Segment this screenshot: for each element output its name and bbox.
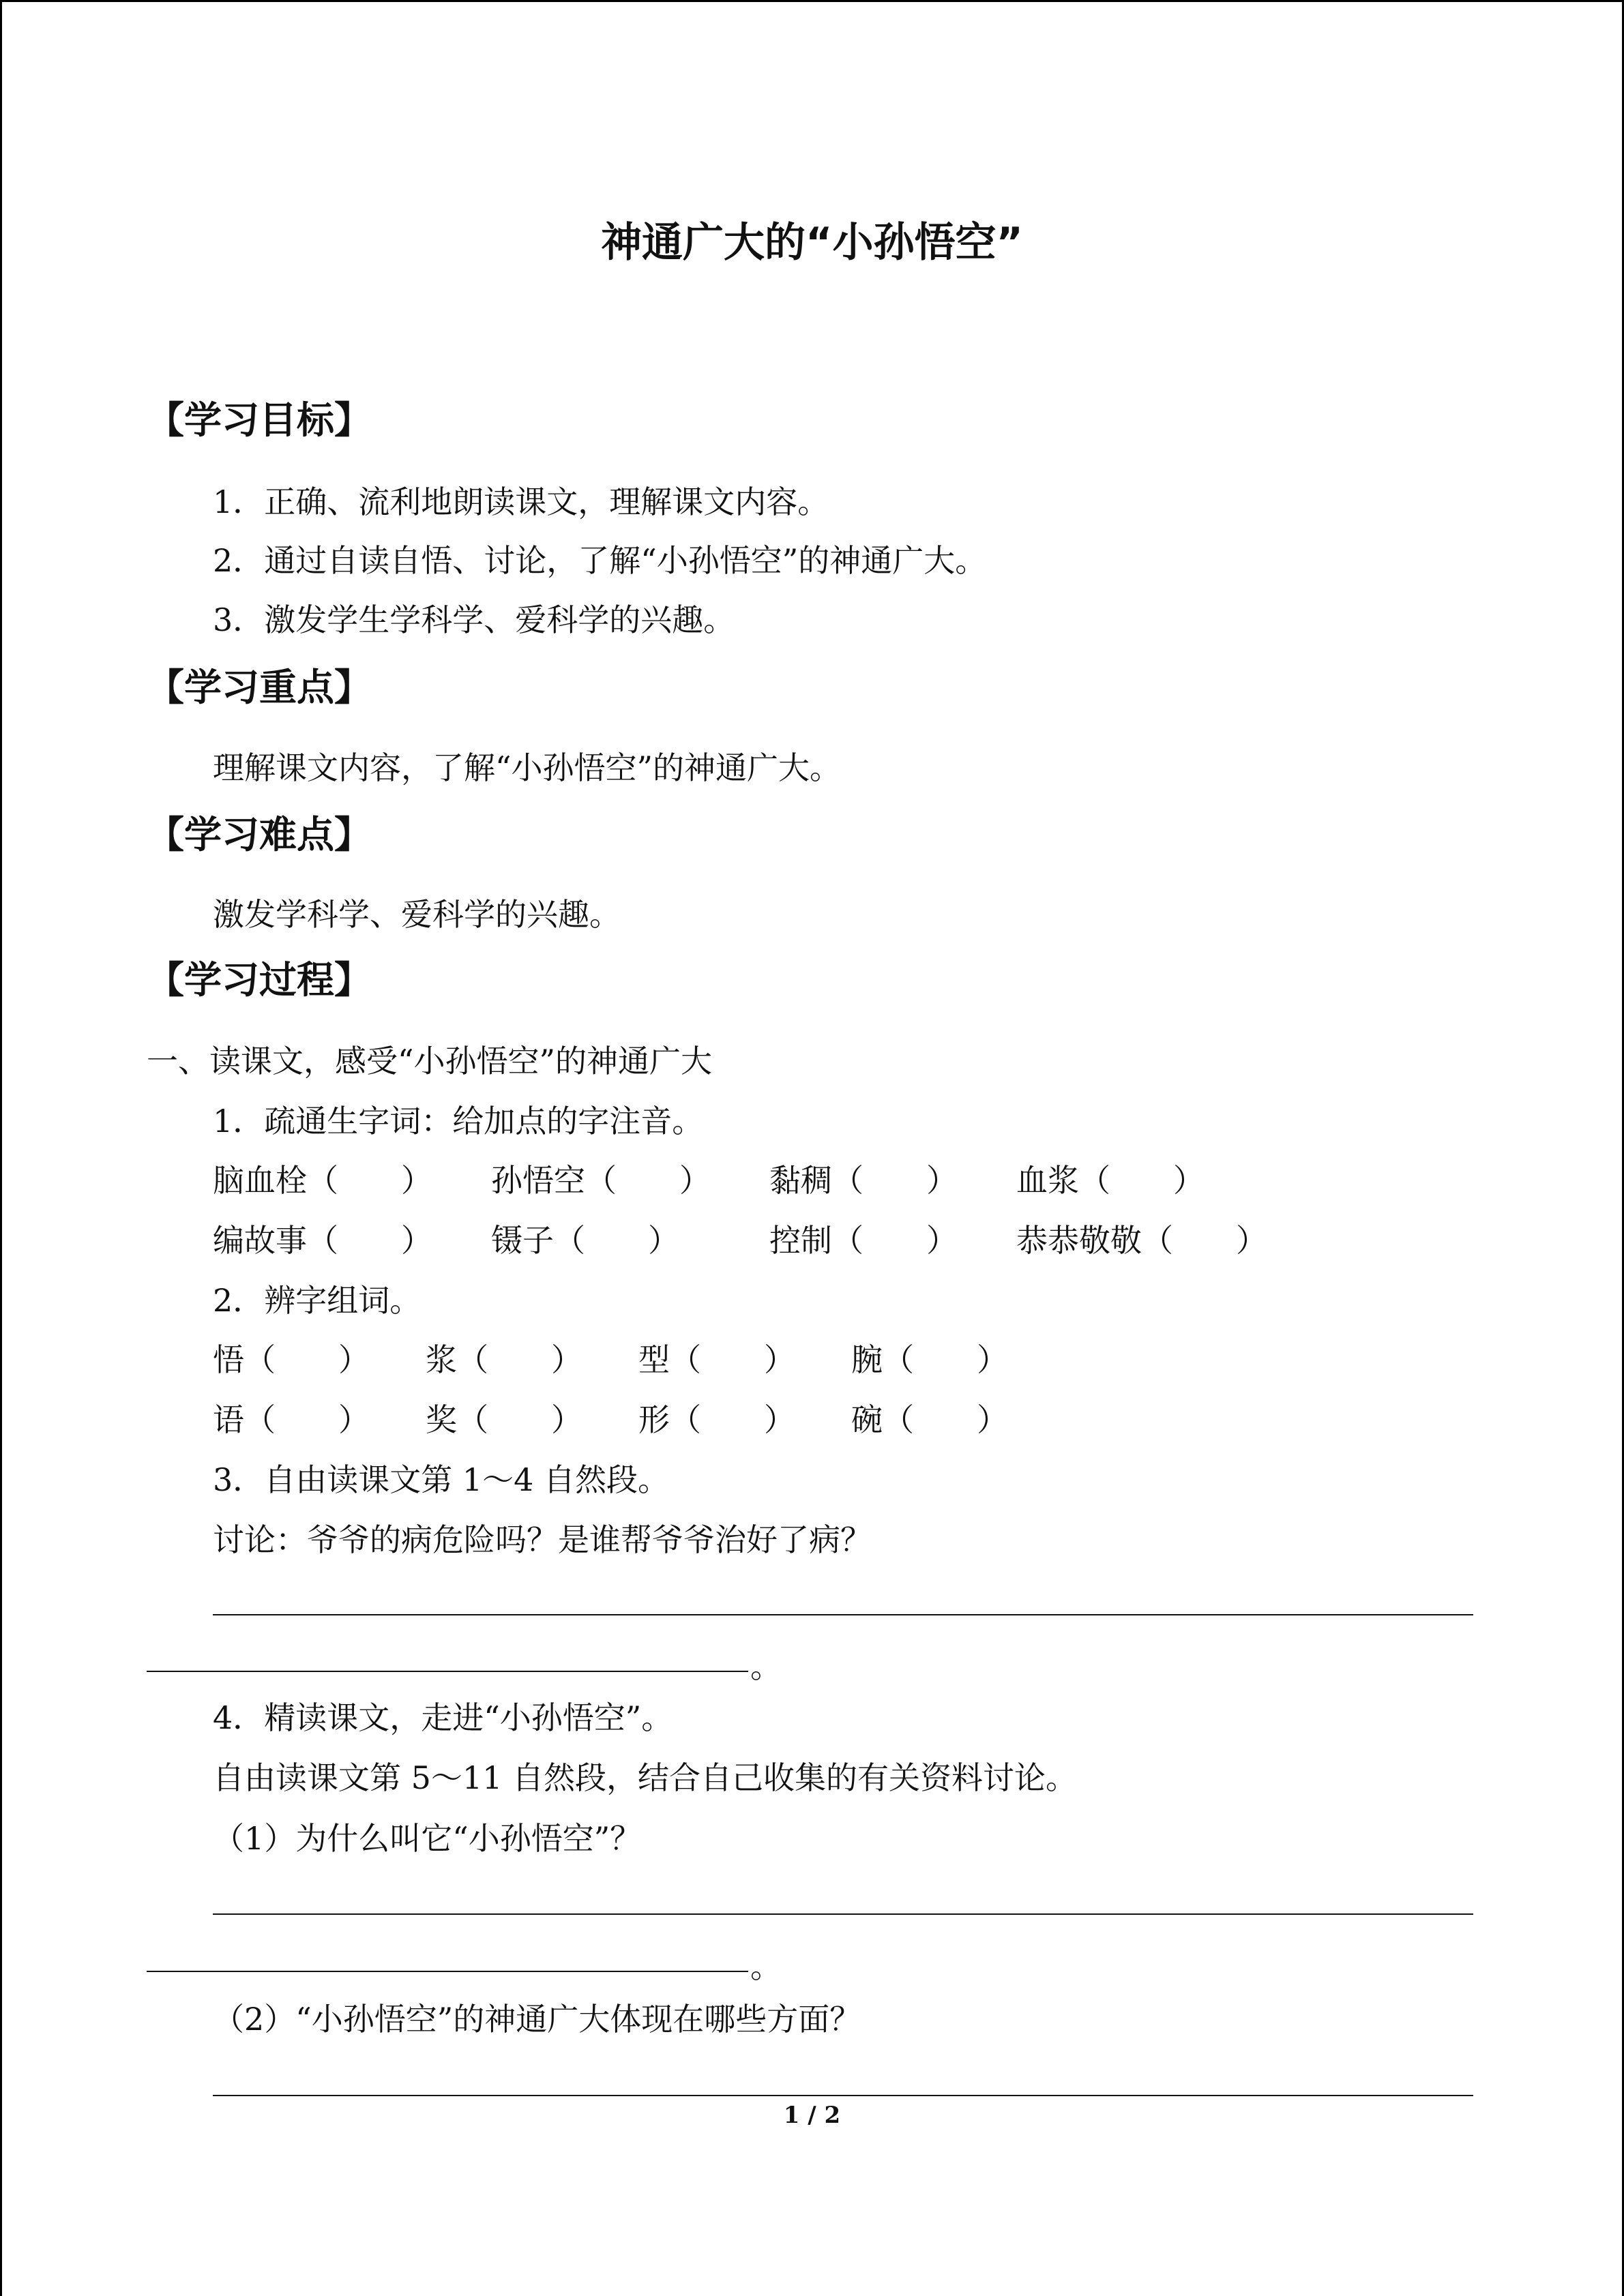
answer-period-q4-1: 。 — [750, 1948, 782, 1985]
q2-row2-item-3: 形（ ） — [638, 1401, 795, 1438]
objectives-heading: 【学习目标】 — [147, 398, 372, 442]
key-points-heading: 【学习重点】 — [147, 666, 372, 709]
q2-row2-item-4: 碗（ ） — [851, 1401, 1008, 1438]
answer-period-q3: 。 — [750, 1648, 782, 1685]
page-title: 神通广大的“小孙悟空” — [601, 219, 1023, 267]
q1-row2-item-4: 恭恭敬敬（ ） — [1016, 1222, 1267, 1259]
q2-title: 2．辨字组词。 — [213, 1282, 422, 1319]
q2-row1-item-2: 浆（ ） — [426, 1341, 582, 1378]
q1-row2-item-3: 控制（ ） — [769, 1222, 958, 1259]
q2-row2-item-2: 奖（ ） — [426, 1401, 582, 1438]
q4-sub2: （2）“小孙悟空”的神通广大体现在哪些方面？ — [213, 2001, 861, 2038]
difficulties-heading: 【学习难点】 — [147, 813, 372, 856]
q1-row2-item-2: 镊子（ ） — [491, 1222, 679, 1259]
answer-line-q3-2[interactable] — [147, 1671, 748, 1672]
q1-title: 1．疏通生字词：给加点的字注音。 — [213, 1103, 704, 1139]
objective-item-3: 3．激发学生学科学、爱科学的兴趣。 — [213, 601, 735, 638]
q3-title: 3．自由读课文第 1～4 自然段。 — [213, 1461, 670, 1498]
q2-row1-item-4: 腕（ ） — [851, 1341, 1008, 1378]
part1-title: 一、读课文，感受“小孙悟空”的神通广大 — [147, 1043, 713, 1079]
page-number: 1 / 2 — [783, 2102, 841, 2129]
difficulties-text: 激发学科学、爱科学的兴趣。 — [213, 896, 621, 933]
q1-row1-item-3: 黏稠（ ） — [769, 1162, 958, 1199]
answer-line-q3-1[interactable] — [213, 1614, 1473, 1615]
objective-item-1: 1．正确、流利地朗读课文，理解课文内容。 — [213, 483, 829, 520]
q1-row1-item-4: 血浆（ ） — [1016, 1162, 1205, 1199]
q2-row1-item-1: 悟（ ） — [213, 1341, 370, 1378]
q1-row1-item-2: 孙悟空（ ） — [491, 1162, 711, 1199]
q1-row1-item-1: 脑血栓（ ） — [213, 1162, 432, 1199]
answer-line-q4-1a[interactable] — [213, 1913, 1473, 1915]
q2-row1-item-3: 型（ ） — [638, 1341, 795, 1378]
process-heading: 【学习过程】 — [147, 958, 372, 1002]
q2-row2-item-1: 语（ ） — [213, 1401, 370, 1438]
answer-line-q4-2[interactable] — [213, 2095, 1473, 2096]
q1-row2-item-1: 编故事（ ） — [213, 1222, 432, 1259]
q4-title: 4．精读课文，走进“小孙悟空”。 — [213, 1699, 673, 1736]
answer-line-q4-1b[interactable] — [147, 1971, 748, 1972]
q4-instruction: 自由读课文第 5～11 自然段，结合自己收集的有关资料讨论。 — [213, 1759, 1078, 1796]
key-points-text: 理解课文内容，了解“小孙悟空”的神通广大。 — [213, 749, 842, 786]
q3-discussion: 讨论：爷爷的病危险吗？是谁帮爷爷治好了病？ — [213, 1521, 872, 1558]
q4-sub1: （1）为什么叫它“小孙悟空”？ — [213, 1820, 642, 1857]
objective-item-2: 2．通过自读自悟、讨论，了解“小孙悟空”的神通广大。 — [213, 542, 987, 579]
